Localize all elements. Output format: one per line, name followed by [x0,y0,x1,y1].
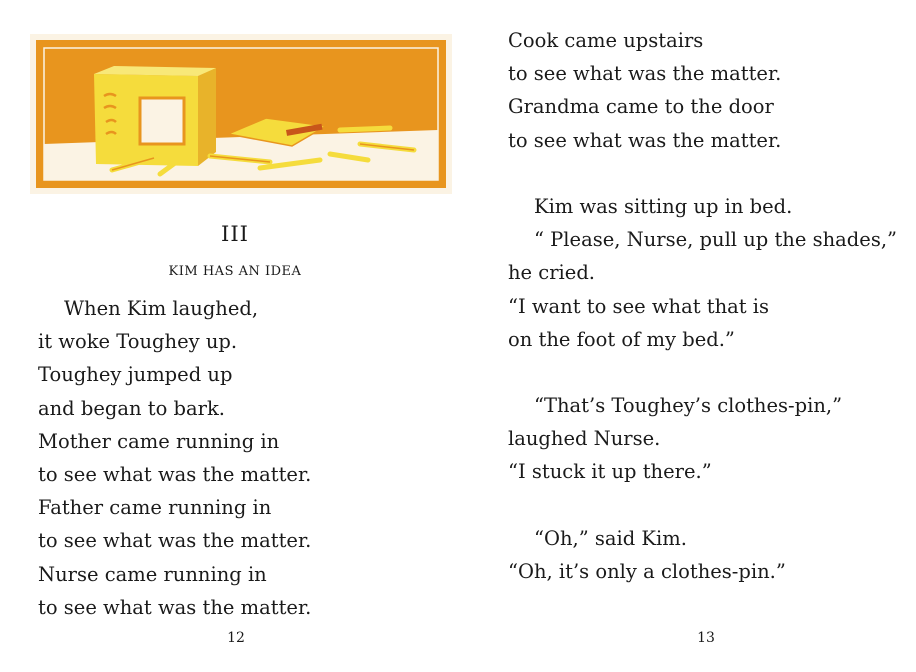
stanza-break [508,157,897,190]
text-line: on the foot of my bed.” [508,327,735,351]
text-line: “I want to see what that is [508,294,770,318]
left-page-text [38,292,311,624]
stanza-break [508,356,897,389]
right-page [470,0,916,672]
text-line: Cook came upstairs [508,29,704,52]
text-line: “Oh,” said Kim. [534,526,687,550]
text-line: to see what was the matter. [38,462,312,486]
text-line: Grandma came to the door [508,95,774,119]
chapter-title: KIM HAS AN IDEA [168,264,302,279]
text-line: “Oh, it’s only a clothes-pin.” [508,560,786,583]
stanza-break [508,489,897,522]
right-page-text [508,24,897,588]
text-line: to see what was the matter. [508,128,782,152]
text-line: Mother came running in [38,429,280,453]
text-line: When Kim laughed, [64,297,259,320]
text-line: Father came running in [38,496,272,520]
text-line: to see what was the matter. [508,62,782,86]
toy-box-illustration [30,34,452,194]
text-line: “That’s Toughey’s clothes-pin,” [534,394,843,418]
text-line: “ Please, Nurse, pull up the shades,” [534,228,897,252]
text-line: Toughey jumped up [38,363,233,387]
text-line: Nurse came running in [38,562,267,586]
page-number-right: 13 [697,630,715,646]
text-line: it woke Toughey up. [38,330,238,354]
text-line: he cried. [508,261,595,285]
chapter-number: III [221,222,249,246]
text-line: to see what was the matter. [38,529,312,553]
page-number-left: 12 [227,630,245,646]
text-line: “I stuck it up there.” [508,460,712,484]
text-line: and began to bark. [38,396,225,420]
text-line: Kim was sitting up in bed. [534,194,793,218]
text-line: to see what was the matter. [38,595,312,619]
text-line: laughed Nurse. [508,427,661,451]
